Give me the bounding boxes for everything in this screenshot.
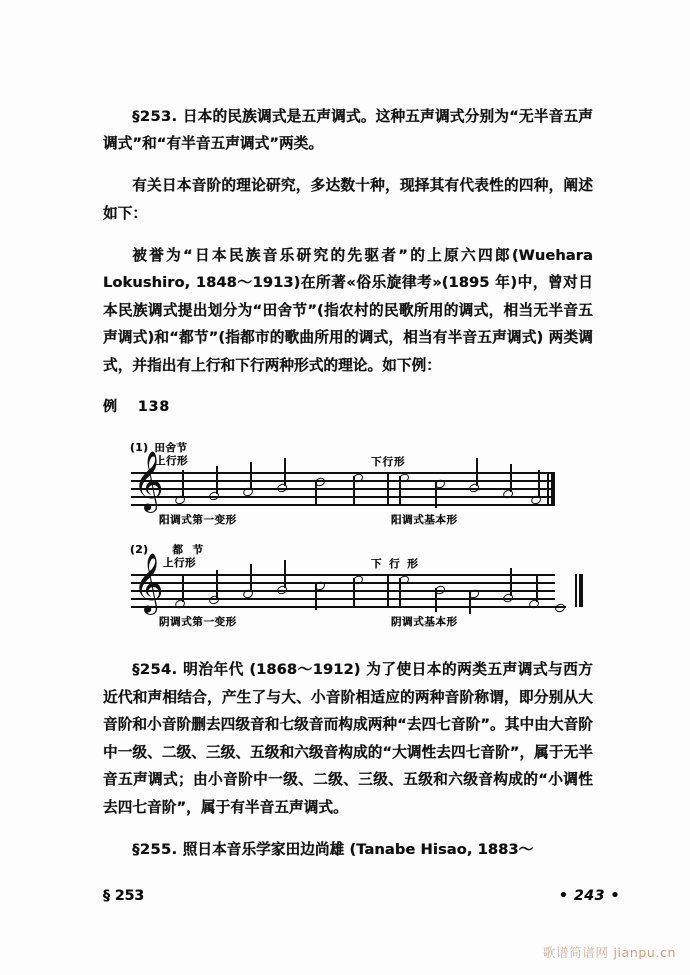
barline	[387, 574, 389, 607]
note-stem	[536, 574, 538, 602]
system-1-ascending-label: 上行形	[155, 455, 188, 468]
music-system-1	[103, 442, 593, 534]
example-label-word: 例	[103, 399, 118, 416]
treble-clef-icon: 𝄞	[133, 553, 164, 614]
paragraph-254	[103, 656, 593, 821]
paragraph-253b-text: 有关日本音阶的理论研究，多达数十种，现择其有代表性的四种，阐述如下：	[103, 177, 593, 222]
note-stem	[216, 570, 218, 598]
system-2-number: (2)	[130, 544, 149, 557]
paragraph-253c-text: 被誉为“日本民族音乐研究的先驱者”的上原六四郎(Wuehara Lokushiro, 1848～1913)在所著«俗乐旋律考»(1895 年)中，曾对日本民族调式提出划分为“田舍节”(指农村的民歌所用的调式，相当无半音五声调式)和“都节”(指都市的歌曲所用的调式，相当有半音五声调式) 两类调式，并指出有上行和下行两种形式的理论。如下例：	[103, 246, 593, 374]
example-label	[103, 396, 593, 416]
system-2-caption-right: 阴调式基本形	[391, 616, 458, 629]
note-head	[174, 599, 186, 610]
note-stem	[469, 592, 471, 614]
running-section-mark: § 253	[103, 888, 145, 904]
music-system-2	[103, 544, 593, 636]
note-stem	[399, 476, 401, 504]
staff-line	[131, 496, 555, 497]
staff-line	[131, 574, 555, 575]
paragraph-253b	[103, 172, 593, 227]
staff-line	[131, 480, 555, 481]
note-head	[468, 483, 480, 494]
site-watermark	[543, 943, 676, 961]
note-stem	[250, 462, 252, 490]
staff-line	[131, 504, 555, 505]
staff-line	[131, 472, 555, 473]
paragraph-253-text: 日本的民族调式是五声调式。这种五声调式分别为“无半音五声调式”和“有半音五声调式”两类。	[103, 107, 593, 153]
paragraph-253	[103, 103, 593, 158]
example-number: 138	[137, 399, 171, 416]
note-stem	[510, 464, 512, 492]
system-1-caption-right: 阳调式基本形	[391, 514, 458, 527]
note-head	[208, 595, 220, 606]
music-example-block	[103, 442, 593, 636]
page-number: • 243 •	[558, 888, 620, 904]
note-head	[276, 483, 288, 494]
note-stem	[435, 482, 437, 508]
note-stem	[476, 458, 478, 486]
note-stem	[538, 470, 540, 498]
note-stem	[315, 480, 317, 506]
system-2-descending-label: 下 行 形	[371, 558, 420, 571]
note-stem	[435, 588, 437, 612]
note-stem	[250, 564, 252, 592]
paragraph-254-text: 明治年代 (1868～1912) 为了使日本的两类五声调式与西方近代和声相结合，产生了与大、小音阶相适应的两种音阶称谓，即分别从大音阶和小音阶删去四级音和七级音而构成两种“去四七音阶”。其中由大音阶中一级、二级、三级、五级和六级音构成的“大调性去四七音阶”，属于无半音五声调式；由小音阶中一级、二级、三级、五级和六级音构成的“小调性去四七音阶”，属于有半音五声调式。	[103, 661, 593, 816]
watermark-domain: jianpu.cn	[613, 945, 676, 960]
paragraph-255-text: 照日本音乐学家田边尚雄 (Tanabe Hisao, 1883～	[182, 840, 534, 858]
section-mark-255: §255.	[132, 840, 178, 858]
system-2-ascending-label: 上行形	[163, 557, 196, 570]
system-1-number: (1)	[130, 442, 149, 455]
system-2-name: 都 节	[172, 544, 207, 557]
note-head	[528, 599, 540, 610]
watermark-site-name: 歌谱简谱网	[542, 945, 609, 960]
note-stem	[284, 458, 286, 486]
note-head	[208, 491, 220, 502]
note-stem	[353, 476, 355, 504]
paragraph-255	[103, 836, 593, 864]
barline	[387, 472, 389, 505]
staff-line	[131, 606, 555, 607]
paragraph-253c	[103, 242, 593, 380]
page-content-area	[103, 88, 593, 908]
note-stem	[182, 470, 184, 498]
note-head	[276, 585, 288, 596]
note-stem	[353, 578, 355, 606]
staff-line	[131, 488, 555, 489]
note-stem	[315, 584, 317, 610]
section-mark-253: §253.	[132, 107, 178, 125]
note-head	[502, 489, 514, 500]
page-footer	[103, 888, 620, 904]
treble-clef-icon: 𝄞	[133, 451, 164, 512]
note-head	[554, 603, 566, 614]
staff-line	[131, 590, 555, 591]
note-stem	[216, 466, 218, 494]
note-stem	[182, 574, 184, 602]
note-stem	[510, 568, 512, 596]
note-stem	[399, 578, 401, 606]
system-2-caption-left: 阴调式第一变形	[159, 616, 237, 629]
system-1-descending-label: 下行形	[371, 456, 406, 469]
note-head	[502, 593, 514, 604]
section-mark-254: §254.	[132, 661, 178, 679]
ledger-line	[552, 606, 566, 607]
system-1-name: 田舍节	[154, 442, 188, 455]
staff-line	[131, 598, 555, 599]
staff-line	[131, 582, 555, 583]
system-1-caption-left: 阳调式第一变形	[159, 514, 237, 527]
note-stem	[284, 560, 286, 588]
